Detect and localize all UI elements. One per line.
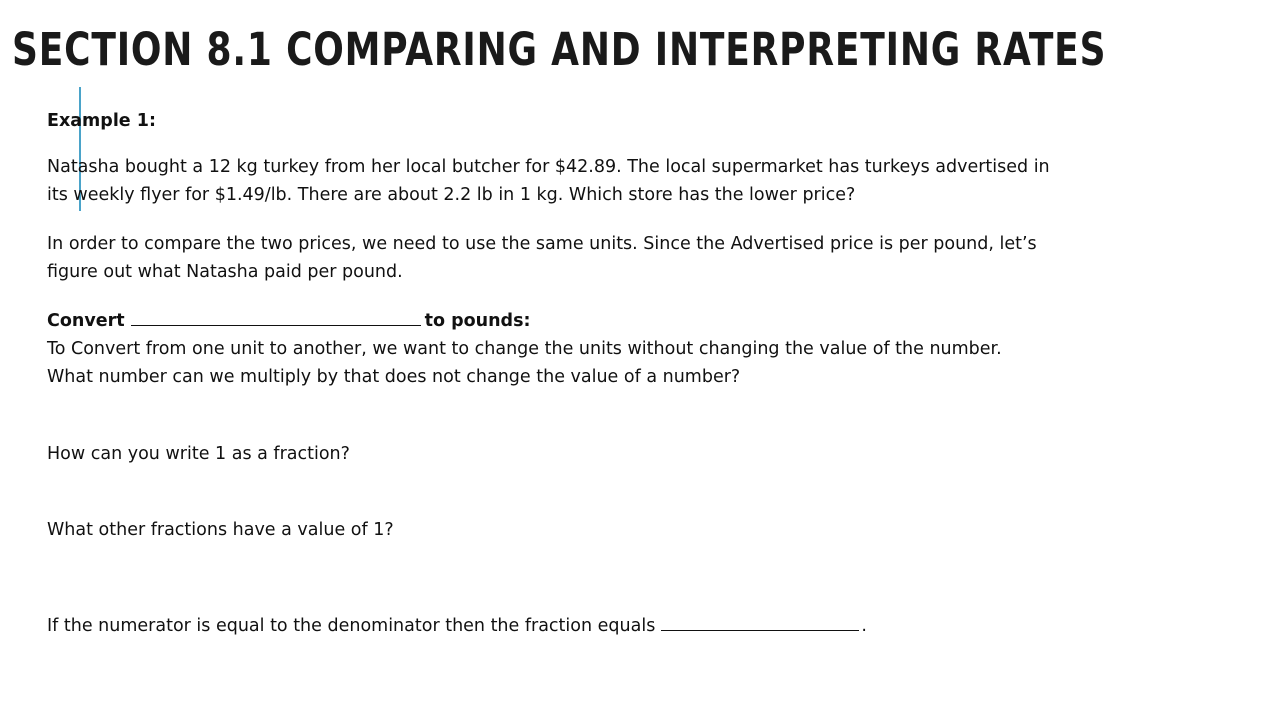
convert-explain-1: To Convert from one unit to another, we want to change the units without changing the value of the number. <box>47 339 1002 359</box>
convert-blank <box>131 309 421 326</box>
problem-line-1: Natasha bought a 12 kg turkey from her local butcher for $42.89. The local supermarket has turkeys advertised in <box>47 157 1050 177</box>
example-heading: Example 1: <box>47 111 156 131</box>
numerator-end: . <box>861 616 867 636</box>
compare-line-2: figure out what Natasha paid per pound. <box>47 262 403 282</box>
numerator-text: If the numerator is equal to the denominator then the fraction equals <box>47 616 656 636</box>
question-other-fractions: What other fractions have a value of 1? <box>47 520 394 540</box>
convert-explain-2: What number can we multiply by that does not change the value of a number? <box>47 367 741 387</box>
fraction-blank <box>661 614 859 631</box>
convert-prefix: Convert <box>47 311 125 331</box>
convert-suffix: to pounds: <box>424 311 531 331</box>
compare-line-1: In order to compare the two prices, we need to use the same units. Since the Advertised price is per pound, let’s <box>47 234 1037 254</box>
slide-title: SECTION 8.1 COMPARING AND INTERPRETING RATES <box>12 23 1107 76</box>
numerator-statement <box>47 613 867 639</box>
question-fraction: How can you write 1 as a fraction? <box>47 444 350 464</box>
problem-line-2: its weekly flyer for $1.49/lb. There are about 2.2 lb in 1 kg. Which store has the lower price? <box>47 185 856 205</box>
convert-heading <box>47 308 531 334</box>
